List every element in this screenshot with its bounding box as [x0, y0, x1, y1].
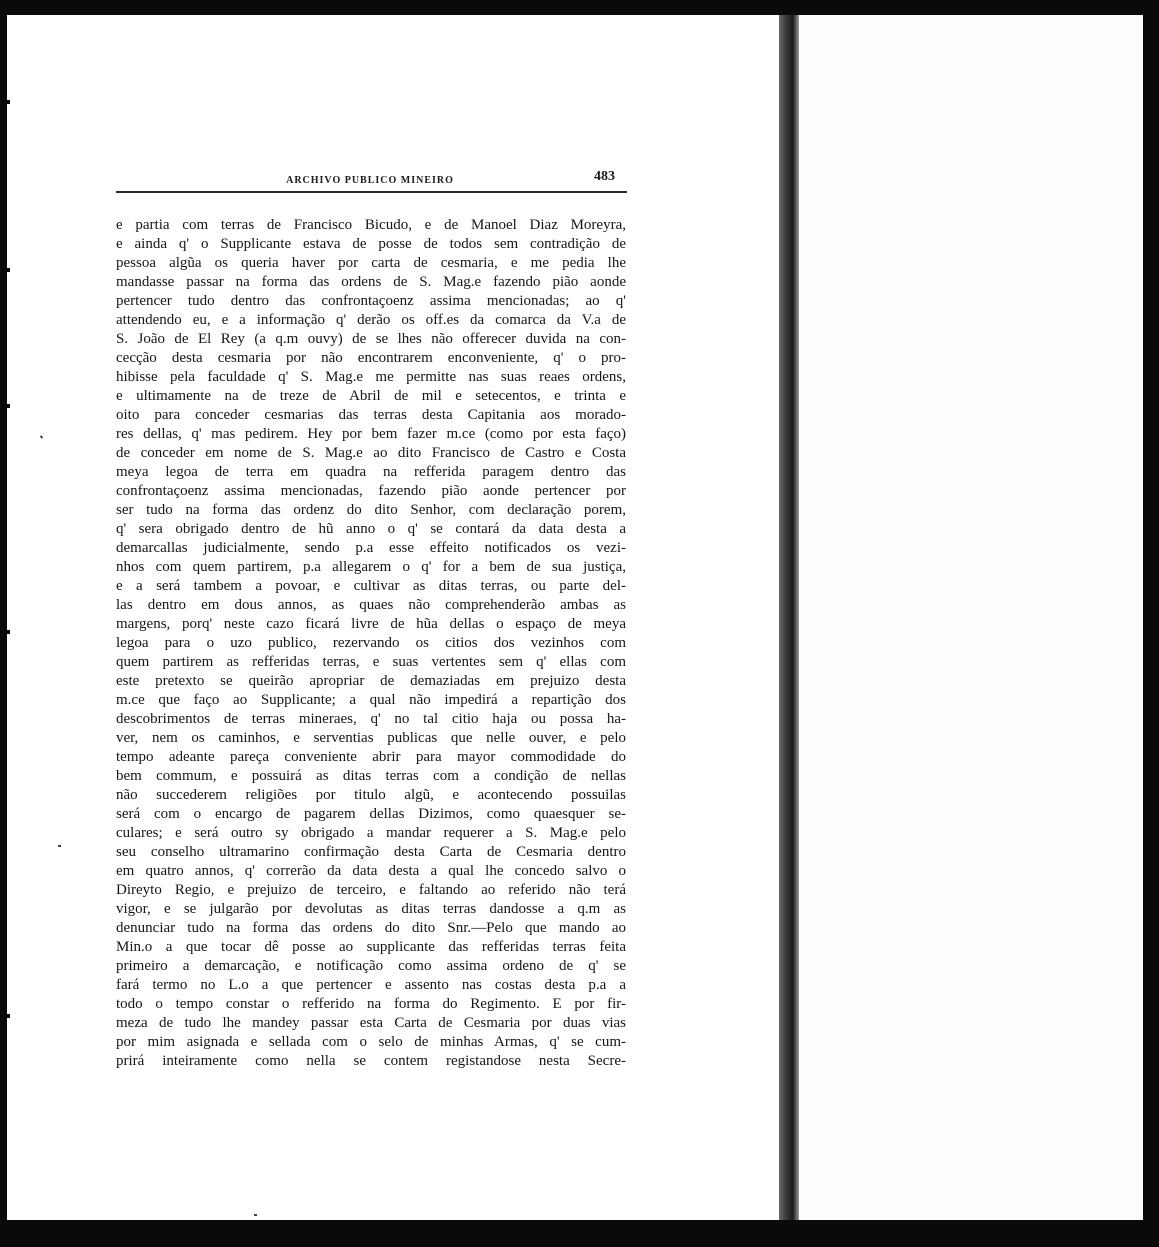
page-gutter-shadow: [779, 15, 799, 1220]
scan-speck: [254, 1214, 257, 1216]
text-line: res dellas, q' mas pedirem. Hey por bem fazer m.ce (como por esta faço): [116, 426, 626, 442]
text-line: m.ce que faço ao Supplicante; a qual não impedirá a repartição dos: [116, 692, 626, 708]
scan-edge-mark: [4, 268, 10, 272]
scan-edge-mark: [4, 100, 10, 104]
text-line: e partia com terras de Francisco Bicudo, e de Manoel Diaz Moreyra,: [116, 217, 626, 233]
text-line: hibisse pela faculdade q' S. Mag.e me permitte nas suas reaes ordens,: [116, 369, 626, 385]
scan-border-top: [0, 0, 1159, 15]
text-line: las dentro em dous annos, as quaes não comprehenderão ambas as: [116, 597, 626, 613]
text-line: de conceder em nome de S. Mag.e ao dito Francisco de Castro e Costa: [116, 445, 626, 461]
text-line: S. João de El Rey (a q.m ouvy) de se lhes não offerecer duvida na con-: [116, 331, 626, 347]
text-line: meya legoa de terra em quadra na refferida paragem dentro das: [116, 464, 626, 480]
text-line: Direyto Regio, e prejuizo de terceiro, e faltando ao referido não terá: [116, 882, 626, 898]
text-line: oito para conceder cesmarias das terras desta Capitania aos morado-: [116, 407, 626, 423]
text-line: meza de tudo lhe mandey passar esta Carta de Cesmaria por duas vias: [116, 1015, 626, 1031]
text-line: fará termo no L.o a que pertencer e assento nas costas desta p.a a: [116, 977, 626, 993]
text-line: q' sera obrigado dentro de hũ anno o q' se contará da data desta a: [116, 521, 626, 537]
text-block: [116, 216, 626, 1071]
scan-edge-mark: [4, 1014, 10, 1018]
scan-speck: [58, 845, 61, 847]
text-line: por mim asignada e sellada com o selo de minhas Armas, q' se cum-: [116, 1034, 626, 1050]
text-line: e ainda q' o Supplicante estava de posse de todos sem contradição de: [116, 236, 626, 252]
text-line: pertencer tudo dentro das confrontaçoenz assima mencionadas; ao q': [116, 293, 626, 309]
text-line: e a será tambem a povoar, e cultivar as ditas terras, ou parte del-: [116, 578, 626, 594]
text-line: Min.o a que tocar dê posse ao supplicante das refferidas terras feita: [116, 939, 626, 955]
text-line: ser tudo na forma das ordenz do dito Senhor, com declaração porem,: [116, 502, 626, 518]
scan-border-bottom: [0, 1220, 1159, 1247]
text-line: pessoa algũa os queria haver por carta de cesmaria, e me pedia lhe: [116, 255, 626, 271]
text-line: seu conselho ultramarino confirmação desta Carta de Cesmaria dentro: [116, 844, 626, 860]
text-line: tempo adeante pareça conveniente abrir para mayor commodidade do: [116, 749, 626, 765]
scan-border-left: [0, 0, 7, 1247]
text-line: descobrimentos de terras mineraes, q' no tal citio haja ou possa ha-: [116, 711, 626, 727]
text-line: margens, porq' neste cazo ficará livre de hũa dellas o espaço de meya: [116, 616, 626, 632]
text-line: não succederem religiões por titulo algũ, e acontecendo possuilas: [116, 787, 626, 803]
right-page-blank: [799, 15, 1143, 1220]
text-line: nhos com quem partirem, p.a allegarem o q' for a bem de sua justiça,: [116, 559, 626, 575]
text-line: cecção desta cesmaria por não encontrarem enconveniente, q' o pro-: [116, 350, 626, 366]
text-line: este pretexto se queirão apropriar de demaziadas em prejuizo desta: [116, 673, 626, 689]
text-line: bem commum, e possuirá as ditas terras com a condição de nellas: [116, 768, 626, 784]
text-line: ver, nem os caminhos, e serventias publicas que nelle ouver, e pelo: [116, 730, 626, 746]
text-line: culares; e será outro sy obrigado a mandar requerer a S. Mag.e pelo: [116, 825, 626, 841]
text-line: confrontaçoenz assima mencionadas, fazendo pião aonde pertencer por: [116, 483, 626, 499]
scan-border-right: [1143, 0, 1159, 1247]
scan-edge-mark: [4, 630, 10, 634]
text-line: denunciar tudo na forma das ordens do dito Snr.—Pelo que mando ao: [116, 920, 626, 936]
text-line: vigor, e se julgarão por devolutas as ditas terras dandosse a q.m as: [116, 901, 626, 917]
text-line: prirá inteiramente como nella se contem registandose nesta Secre-: [116, 1053, 626, 1069]
text-line: mandasse passar na forma das ordens de S. Mag.e fazendo pião aonde: [116, 274, 626, 290]
text-line: demarcallas judicialmente, sendo p.a esse effeito notificados os vezi-: [116, 540, 626, 556]
scan-edge-mark: [4, 404, 10, 408]
header-rule: [116, 191, 627, 193]
running-title: ARCHIVO PUBLICO MINEIRO: [286, 175, 454, 186]
text-line: primeiro a demarcação, e notificação como assima ordeno de q' se: [116, 958, 626, 974]
text-line: e ultimamente na de treze de Abril de mil e setecentos, e trinta e: [116, 388, 626, 404]
text-line: legoa para o uzo publico, rezervando os citios dos vezinhos com: [116, 635, 626, 651]
text-line: attendendo eu, e a informação q' derão os off.es da comarca da V.a de: [116, 312, 626, 328]
text-line: será com o encargo de pagarem dellas Dizimos, como quaesquer se-: [116, 806, 626, 822]
text-line: todo o tempo constar o refferido na forma do Regimento. E por fir-: [116, 996, 626, 1012]
text-line: quem partirem as refferidas terras, e suas vertentes sem q' ellas com: [116, 654, 626, 670]
text-line: em quatro annos, q' correrão da data desta a qual lhe concedo salvo o: [116, 863, 626, 879]
page-number: 483: [594, 169, 615, 184]
